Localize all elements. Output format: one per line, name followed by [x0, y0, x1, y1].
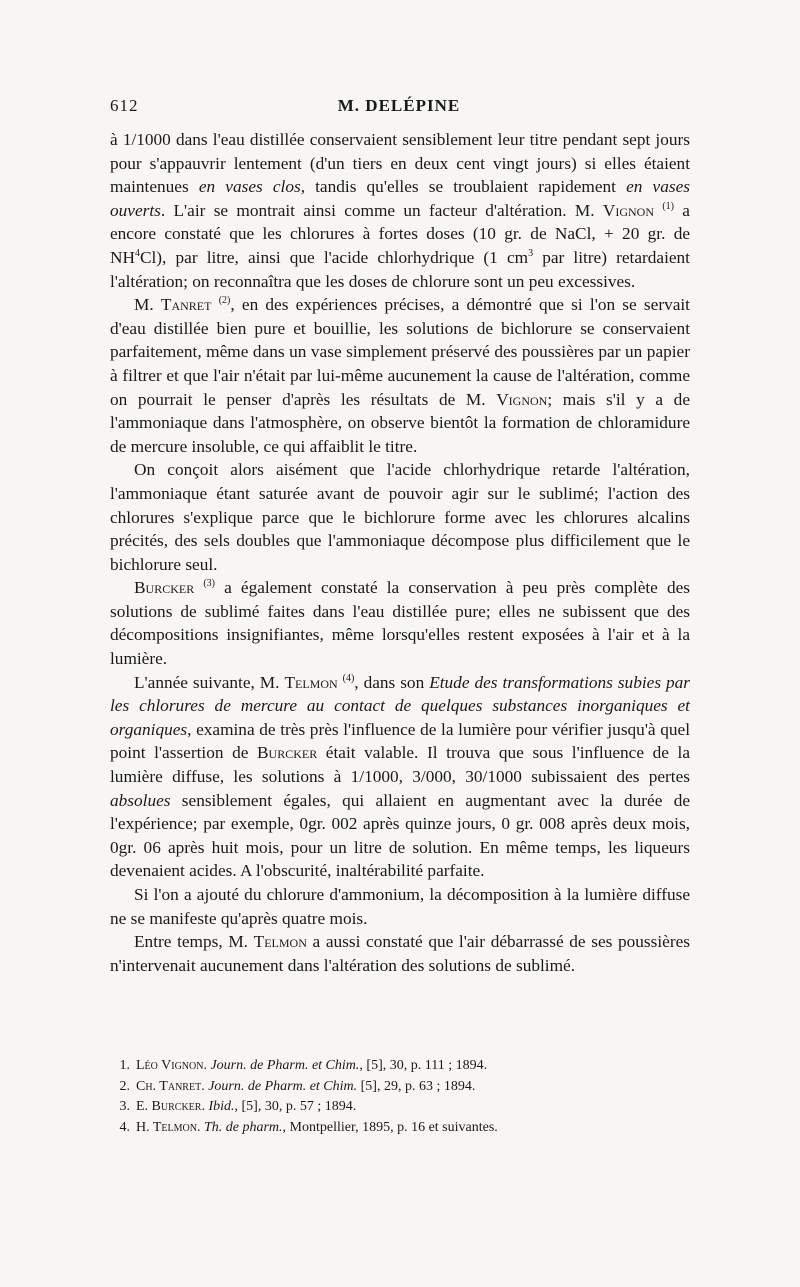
footnote-author: Léo Vignon.	[136, 1058, 207, 1073]
text-span: , tandis qu'elles se troublaient rapidement	[300, 177, 627, 197]
footnote-ref: (4)	[342, 672, 355, 684]
text-span: sensiblement égales, qui allaient en augmentant avec la durée de l'expérience; par exemple, 0gr. 002 après quinze jours, 0 gr. 008 après deux mois, 0gr. 06 après huit mois, pour un litre de solution. En même temps, les liqueurs devenaient acides. A l'obscurité, inaltérabilité parfaite.	[110, 790, 690, 881]
italic-span: en vases ouverts	[110, 177, 690, 220]
footnote-mark: 3.	[119, 1099, 130, 1114]
footnote-ref: (1)	[662, 201, 674, 213]
footnote-ref: (3)	[203, 578, 215, 590]
body-text	[110, 128, 690, 977]
footnote-ref-text: [5], 29, p. 63 ; 1894.	[357, 1078, 476, 1094]
paragraph-5	[110, 671, 690, 883]
author-name: Tanret	[160, 295, 212, 315]
text-span: a également constaté la conservation à peu près complète des solutions de sublimé faites dans l'eau distillée pure; elles ne subissent que des décompositions insignifiantes, même lorsqu'elles restent exposées à l'air et à la lumière.	[110, 578, 690, 669]
paragraph-6: Si l'on a ajouté du chlorure d'ammonium, la décomposition à la lumière diffuse ne se manifeste qu'après quatre mois.	[110, 885, 690, 928]
author-name: Telmon	[284, 672, 338, 692]
author-name: Vignon	[496, 389, 548, 409]
footnote-mark: 2.	[119, 1078, 130, 1094]
author-name: Burcker	[257, 743, 318, 763]
footnote-journal: Th. de pharm.	[203, 1119, 283, 1135]
footnote-author: Ch. Tanret.	[136, 1078, 205, 1094]
footnote-author: H. Telmon.	[136, 1119, 201, 1135]
footnote-ref: (2)	[218, 295, 231, 307]
italic-span: Etude des transformations subies par les chlorures de mercure au contact de quelques substances inorganiques et organiques	[110, 672, 691, 739]
footnote-ref-text: , Montpellier, 1895, p. 16 et suivantes.	[282, 1119, 498, 1135]
footnote-journal: Journ. de Pharm. et Chim.	[210, 1058, 360, 1073]
text-span: à 1/1000 dans l'eau distillée conservaient sensiblement leur titre pendant sept jours pour s'appauvrir lentement (d'un tiers en deux cent vingt jours) si elles étaient maintenues	[110, 130, 690, 197]
text-span: Cl), par litre, ainsi que l'acide chlorhydrique (1 cm	[139, 247, 529, 267]
footnote	[110, 1077, 690, 1098]
footnote	[110, 1118, 690, 1139]
running-title: M. DELÉPINE	[337, 96, 461, 115]
text-span: , en des expériences précises, a démontré que si l'on se servait d'eau distillée bien pure et bouillie, les solutions de bichlorure se conservaient parfaitement, même dans un vase simplement préservé des poussières par un papier à filtrer et que l'air n'était par lui-même aucunement la cause de l'altération, comme on pourrait le penser d'après les résultats de M.	[110, 295, 690, 409]
page-number: 612	[110, 96, 139, 115]
paragraph-2	[110, 293, 690, 458]
footnote-author: E. Burcker.	[136, 1099, 205, 1114]
paragraph-1	[110, 128, 690, 293]
text-span: était valable. Il trouva que sous l'influence de la lumière diffuse, les solutions à 1/1000, 3/000, 30/1000 subissaient des pertes	[110, 743, 690, 787]
author-name: Vignon	[602, 200, 655, 220]
text-span: ; mais s'il y a de l'ammoniaque dans l'atmosphère, on observe bientôt la formation de chloramidure de mercure insoluble, ce qui affaiblit le titre.	[110, 389, 690, 456]
text-span: par litre) retardaient l'altération; on reconnaîtra que les doses de chlorure sont un peu excessives.	[110, 247, 690, 291]
text-span: M.	[134, 295, 161, 315]
text-span: . L'air se montrait ainsi comme un facteur d'altération. M.	[160, 200, 603, 220]
italic-span: absolues	[110, 790, 171, 810]
superscript: 3	[528, 248, 534, 260]
footnote-mark: 1.	[119, 1058, 130, 1073]
footnote-ref-text: , [5], 30, p. 111 ; 1894.	[359, 1058, 488, 1073]
superscript: 4	[134, 248, 140, 260]
footnote	[110, 1056, 690, 1077]
footnote	[110, 1097, 690, 1118]
footnote-journal: Journ. de Pharm. et Chim.	[208, 1078, 358, 1094]
text-span: Entre temps, M.	[134, 932, 254, 952]
paragraph-3: On conçoit alors aisément que l'acide chlorhydrique retarde l'altération, l'ammoniaque étant saturée avant de pouvoir agir sur le sublimé; l'action des chlorures s'explique parce que le bichlorure forme avec les chlorures alcalins précités, des sels doubles que l'ammoniaque décompose plus difficilement que le bichlorure seul.	[110, 460, 690, 574]
page-header	[110, 96, 688, 120]
author-name: Burcker	[134, 578, 195, 598]
text-span: a aussi constaté que l'air débarrassé de ses poussières n'intervenait aucunement dans l'altération des solutions de sublimé.	[110, 932, 690, 975]
paragraph-7	[110, 930, 690, 977]
footnote-journal: Ibid.	[208, 1099, 235, 1114]
text-span: L'année suivante, M.	[134, 672, 285, 692]
footnote-ref-text: , [5], 30, p. 57 ; 1894.	[234, 1099, 357, 1114]
italic-span: en vases clos	[198, 177, 301, 197]
paragraph-4	[110, 576, 690, 670]
footnotes	[110, 1056, 690, 1138]
author-name: Telmon	[253, 932, 307, 952]
text-span: , examina de très près l'influence de la lumière pour vérifier jusqu'à quel point l'assertion de	[110, 719, 690, 763]
text-span: , dans son	[354, 672, 430, 692]
text-span: a encore constaté que les chlorures à fortes doses (10 gr. de NaCl, + 20 gr. de NH	[110, 200, 690, 267]
footnote-mark: 4.	[119, 1119, 130, 1135]
